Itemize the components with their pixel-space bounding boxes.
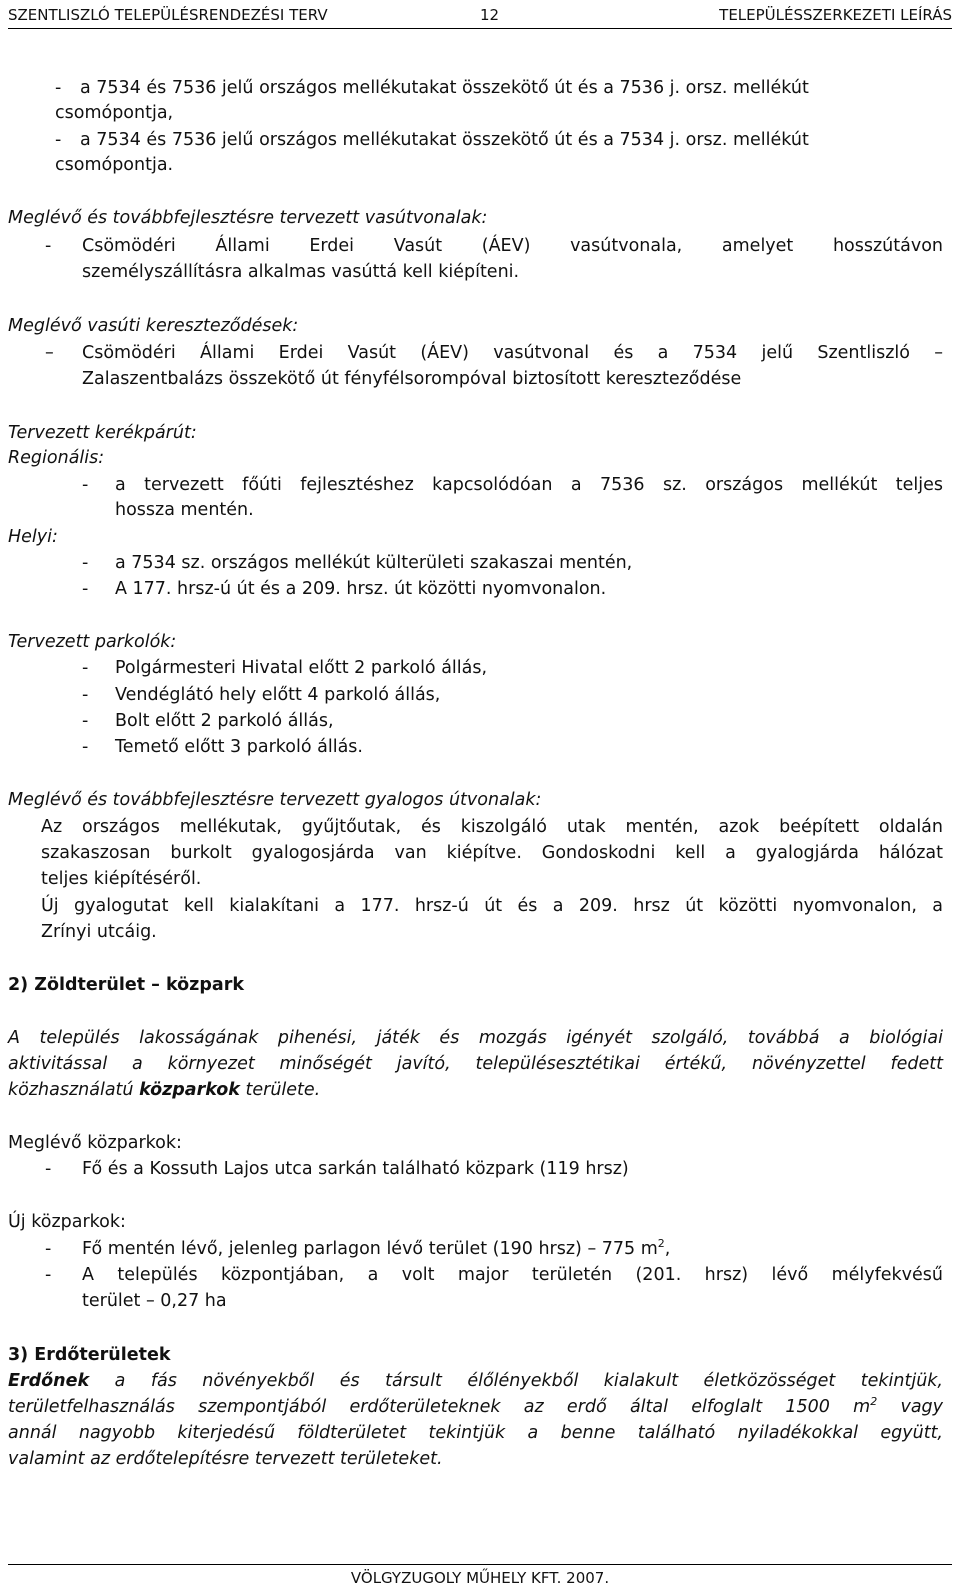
definition-line: aktivitással a környezet minőségét javító, településesztétikai értékű, növényzettel fedett	[8, 1054, 943, 1074]
list-dash: -	[82, 685, 89, 705]
list-dash: –	[45, 343, 54, 363]
list-item-continuation: csomópontja,	[55, 103, 174, 123]
paragraph-line: teljes kiépítéséről.	[41, 869, 202, 889]
list-dash: -	[82, 737, 89, 757]
definition-text: területfelhasználás szempontjából erdőterületeknek az erdő által elfoglalt 1500 m	[8, 1397, 871, 1417]
list-item: A 177. hrsz-ú út és a 209. hrsz. út közötti nyomvonalon.	[115, 579, 607, 599]
list-item: Polgármesteri Hivatal előtt 2 parkoló állás,	[115, 658, 488, 678]
section-heading-parking: Tervezett parkolók:	[8, 632, 177, 652]
list-item: Csömödéri Állami Erdei Vasút (ÁEV) vasútvonal és a 7534 jelű Szentliszló –	[82, 343, 943, 363]
subheading-regional: Regionális:	[8, 448, 105, 468]
definition-term: közparkok	[139, 1080, 240, 1100]
section-heading-railways: Meglévő és továbbfejlesztésre tervezett vasútvonalak:	[8, 208, 488, 228]
section-heading-bike-path: Tervezett kerékpárút:	[8, 423, 197, 443]
list-item-text: ,	[664, 1239, 671, 1259]
definition-text: vagy	[877, 1397, 944, 1417]
list-item: A település központjában, a volt major területén (201. hrsz) lévő mélyfekvésű	[82, 1265, 943, 1285]
list-item: a tervezett főúti fejlesztéshez kapcsolódóan a 7536 sz. országos mellékút teljes	[115, 475, 943, 495]
list-item-continuation: hossza mentén.	[115, 500, 254, 520]
list-dash: -	[82, 658, 89, 678]
footer-company: VÖLGYZUGOLY MŰHELY KFT. 2007.	[350, 1569, 610, 1587]
definition-line	[8, 1368, 943, 1394]
list-item: a 7534 és 7536 jelű országos mellékutakat összekötő út és a 7534 j. orsz. mellékút	[80, 130, 809, 150]
definition-line	[8, 1077, 320, 1103]
definition-line: valamint az erdőtelepítésre tervezett területeket.	[8, 1449, 443, 1469]
list-item-continuation: csomópontja.	[55, 155, 174, 175]
list-item-text: Fő mentén lévő, jelenleg parlagon lévő terület (190 hrsz) – 775 m	[82, 1239, 658, 1259]
list-dash: -	[45, 1239, 52, 1259]
list-item: Vendéglátó hely előtt 4 parkoló állás,	[115, 685, 441, 705]
definition-text: közhasználatú	[8, 1080, 140, 1100]
list-item-continuation: személyszállításra alkalmas vasúttá kell kiépíteni.	[82, 262, 520, 282]
list-item-continuation: Zalaszentbalázs összekötő út fényfélsorompóval biztosított kereszteződése	[82, 369, 742, 389]
list-dash: -	[55, 130, 62, 150]
heading-new-parks: Új közparkok:	[8, 1212, 126, 1232]
paragraph-line: Új gyalogutat kell kialakítani a 177. hrsz-ú út és a 209. hrsz út közötti nyomvonalon, a	[41, 896, 943, 916]
superscript: 2	[870, 1395, 878, 1408]
list-item: Bolt előtt 2 parkoló állás,	[115, 711, 334, 731]
footer-rule	[8, 1564, 952, 1565]
page-footer	[0, 1564, 960, 1587]
list-dash: -	[82, 579, 89, 599]
paragraph-line: szakaszosan burkolt gyalogosjárda van kiépítve. Gondoskodni kell a gyalogjárda hálózat	[41, 843, 943, 863]
list-item: Temető előtt 3 parkoló állás.	[115, 737, 363, 757]
list-item-continuation: terület – 0,27 ha	[82, 1291, 227, 1311]
header-document-title: SZENTLISZLÓ TELEPÜLÉSRENDEZÉSI TERV	[8, 6, 328, 24]
subheading-local: Helyi:	[8, 527, 58, 547]
list-dash: -	[45, 1265, 52, 1285]
list-dash: -	[45, 236, 52, 256]
section-title-forest: 3) Erdőterületek	[8, 1345, 171, 1365]
list-dash: -	[45, 1159, 52, 1179]
section-title-green-area: 2) Zöldterület – közpark	[8, 975, 244, 995]
header-page-number: 12	[480, 6, 500, 24]
list-dash: -	[82, 711, 89, 731]
definition-text: területe.	[239, 1080, 321, 1100]
paragraph-line: Az országos mellékutak, gyűjtőutak, és kiszolgáló utak mentén, azok beépített oldalán	[41, 817, 943, 837]
definition-line	[8, 1394, 943, 1420]
section-heading-crossings: Meglévő vasúti kereszteződések:	[8, 316, 299, 336]
list-item	[82, 1236, 670, 1262]
page-header	[8, 2, 952, 29]
section-heading-pedestrian: Meglévő és továbbfejlesztésre tervezett gyalogos útvonalak:	[8, 790, 542, 810]
definition-term: Erdőnek	[8, 1371, 90, 1391]
definition-text: a fás növényekből és társult élőlényekből kialakult életközösséget tekintjük,	[89, 1371, 943, 1391]
header-section-title: TELEPÜLÉSSZERKEZETI LEÍRÁS	[719, 6, 952, 24]
definition-line: annál nagyobb kiterjedésű földterületet tekintjük a benne található nyiladékokkal együtt,	[8, 1423, 943, 1443]
list-dash: -	[82, 475, 89, 495]
definition-line: A település lakosságának pihenési, játék és mozgás igényét szolgáló, továbbá a biológiai	[8, 1028, 943, 1048]
heading-existing-parks: Meglévő közparkok:	[8, 1133, 182, 1153]
list-item: a 7534 és 7536 jelű országos mellékutakat összekötő út és a 7536 j. orsz. mellékút	[80, 78, 809, 98]
superscript: 2	[657, 1237, 665, 1250]
list-item: Fő és a Kossuth Lajos utca sarkán található közpark (119 hrsz)	[82, 1159, 629, 1179]
list-item: Csömödéri Állami Erdei Vasút (ÁEV) vasútvonala, amelyet hosszútávon	[82, 236, 943, 256]
list-dash: -	[55, 78, 62, 98]
list-dash: -	[82, 553, 89, 573]
paragraph-line: Zrínyi utcáig.	[41, 922, 157, 942]
list-item: a 7534 sz. országos mellékút külterületi szakaszai mentén,	[115, 553, 633, 573]
